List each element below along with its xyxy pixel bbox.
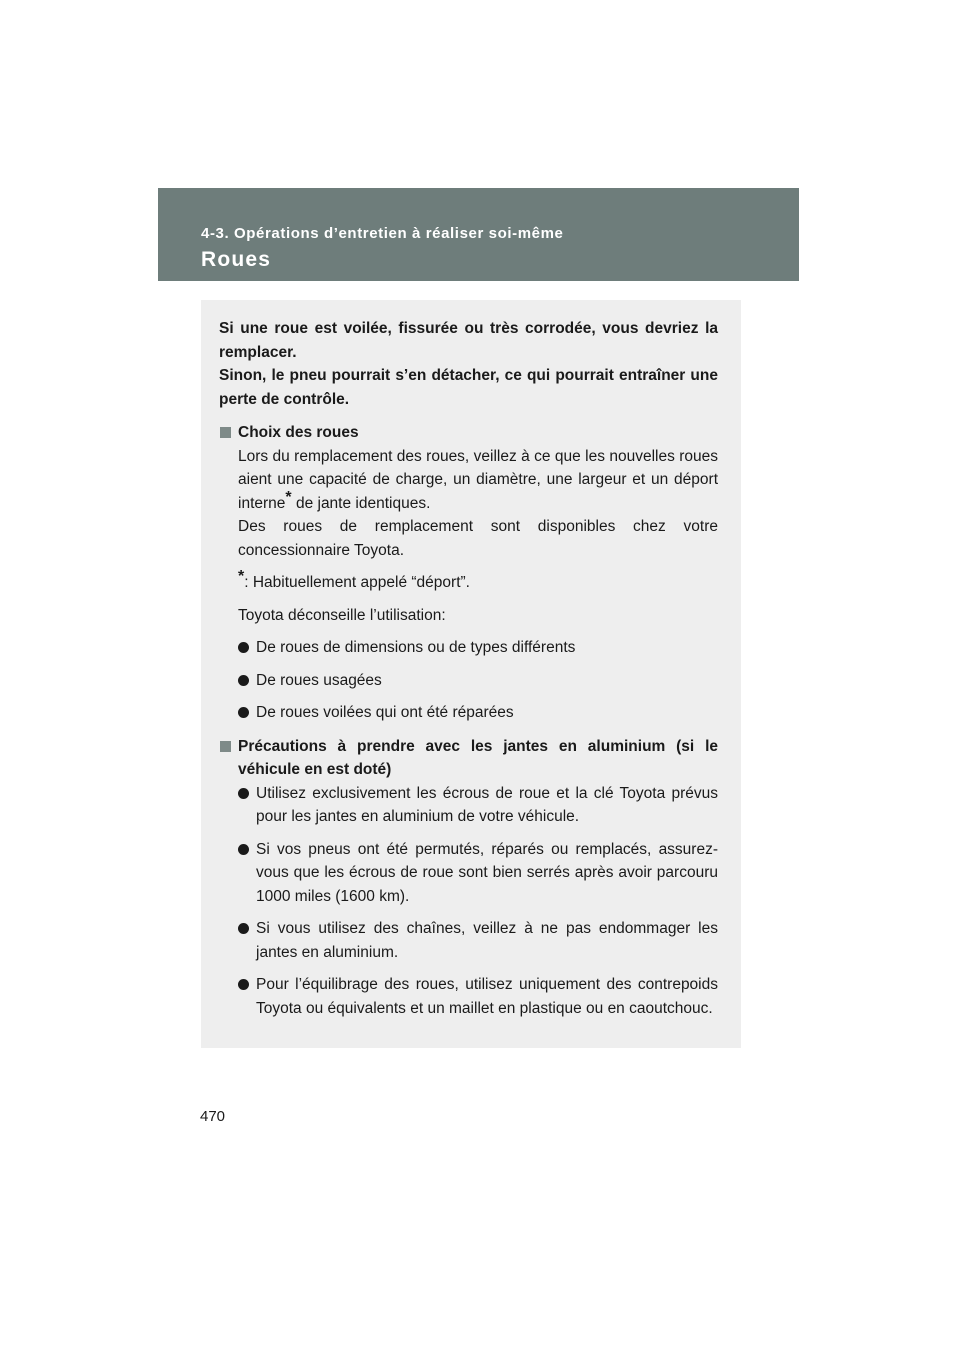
paragraph-text: Lors du remplacement des roues, veillez à ce que les nouvelles roues aient une capacité de charge, un diamètre, une largeur et un déport interne (238, 447, 718, 512)
section-body-aluminium-wheels (219, 782, 718, 1021)
list-item (238, 838, 718, 909)
list-item (238, 973, 718, 1020)
list-item (238, 636, 718, 660)
list-item-text: Utilisez exclusivement les écrous de roue et la clé Toyota prévus pour les jantes en aluminium de votre véhicule. (256, 784, 718, 825)
round-bullet-icon (238, 844, 249, 855)
round-bullet-icon (238, 979, 249, 990)
section-heading-wheel-choice (219, 421, 718, 445)
round-bullet-icon (238, 923, 249, 934)
lead-text: Toyota déconseille l’utilisation: (238, 606, 446, 624)
list-item (238, 669, 718, 693)
asterisk-mark: * (285, 488, 292, 506)
round-bullet-icon (238, 642, 249, 653)
list-item-text: De roues usagées (256, 671, 382, 689)
section-heading-text: Choix des roues (238, 424, 359, 441)
intro-warning (219, 317, 718, 411)
paragraph (238, 445, 718, 516)
content-box (201, 300, 741, 1048)
list-item (238, 917, 718, 964)
header-band (158, 188, 799, 281)
section-heading-text: Précautions à prendre avec les jantes en aluminium (si le véhicule en est doté) (238, 737, 718, 778)
section-label: 4-3. Opérations d’entretien à réaliser soi-même (201, 225, 564, 242)
square-bullet-icon (220, 741, 231, 752)
paragraph-text: de jante identiques. (291, 494, 431, 512)
list-item (238, 782, 718, 829)
section-heading-aluminium-wheels (219, 735, 718, 782)
round-bullet-icon (238, 675, 249, 686)
list-item-text: Pour l’équilibrage des roues, utilisez uniquement des contrepoids Toyota ou équivalents et un maillet en plastique ou en caoutchouc. (256, 976, 718, 1017)
footnote (238, 567, 718, 595)
list-item-text: De roues voilées qui ont été réparées (256, 704, 514, 721)
intro-line: Sinon, le pneu pourrait s’en détacher, ce qui pourrait entraîner une perte de contrôle. (219, 367, 718, 408)
page-title: Roues (201, 248, 272, 271)
asterisk-mark: * (238, 567, 245, 585)
section-body-wheel-choice (219, 445, 718, 725)
list-item-text: Si vous utilisez des chaînes, veillez à ne pas endommager les jantes en aluminium. (256, 920, 718, 961)
paragraph: Des roues de remplacement sont disponibles chez votre concessionnaire Toyota. (238, 518, 718, 559)
square-bullet-icon (220, 427, 231, 438)
round-bullet-icon (238, 788, 249, 799)
list-item-text: Si vos pneus ont été permutés, réparés ou remplacés, assurez-vous que les écrous de roue sont bien serrés après avoir parcouru 1000 miles (1600 km). (256, 840, 718, 905)
list-item-text: De roues de dimensions ou de types différents (256, 639, 576, 656)
round-bullet-icon (238, 707, 249, 718)
list-item (238, 701, 718, 725)
intro-line: Si une roue est voilée, fissurée ou très corrodée, vous devriez la remplacer. (219, 320, 718, 361)
footnote-text: : Habituellement appelé “déport”. (244, 574, 470, 591)
page-number: 470 (200, 1108, 226, 1125)
